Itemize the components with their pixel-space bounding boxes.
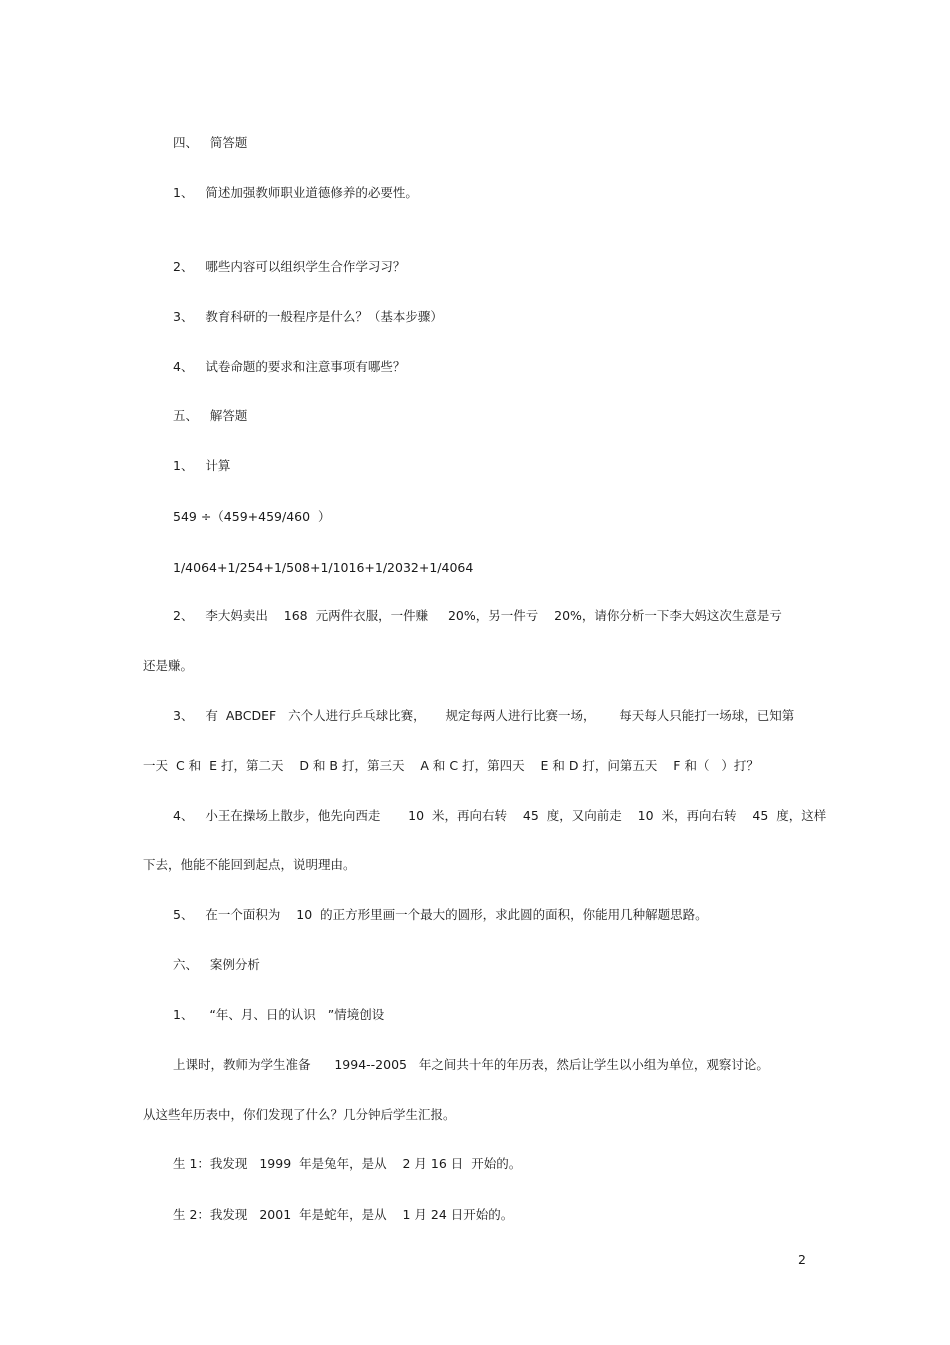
section-heading-short-answer: 四、 简答题 [173,135,248,150]
problem-3-line-2: 一天 C 和 E 打，第二天 D 和 B 打，第三天 A 和 C 打，第四天 E 和 D 打，问第五天 F 和（ ）打？ [143,758,759,773]
question-3: 3、 教育科研的一般程序是什么？（基本步骤） [173,309,443,324]
student-2-report: 生 2：我发现 2001 年是蛇年，是从 1 月 24 日开始的。 [173,1207,514,1222]
problem-2-line-1: 2、 李大妈卖出 168 元两件衣服，一件赚 20%，另一件亏 20%，请你分析一下李大妈这次生意是亏 [173,608,782,623]
problem-4-line-2: 下去，他能不能回到起点，说明理由。 [143,857,356,872]
section-heading-case-analysis: 六、 案例分析 [173,957,260,972]
problem-4-line-1: 4、 小王在操场上散步，他先向西走 10 米，再向右转 45 度，又向前走 10 米，再向右转 45 度，这样 [173,808,827,823]
section-heading-solve: 五、 解答题 [173,408,248,423]
case-1-title: 1、 “年、月、日的认识 ”情境创设 [173,1007,385,1022]
problem-5: 5、 在一个面积为 10 的正方形里画一个最大的圆形，求此圆的面积，你能用几种解题思路。 [173,907,708,922]
question-4: 4、 试卷命题的要求和注意事项有哪些？ [173,359,406,374]
student-1-report: 生 1：我发现 1999 年是兔年，是从 2 月 16 日 开始的。 [173,1156,522,1171]
page-number: 2 [798,1252,806,1267]
question-2: 2、 哪些内容可以组织学生合作学习习？ [173,259,406,274]
question-1: 1、 简述加强教师职业道德修养的必要性。 [173,185,418,200]
problem-3-line-1: 3、 有 ABCDEF 六个人进行乒乓球比赛， 规定每两人进行比赛一场， 每天每人只能打一场球，已知第 [173,708,795,723]
case-1-paragraph-line-2: 从这些年历表中，你们发现了什么？几分钟后学生汇报。 [143,1107,456,1122]
problem-1-title: 1、 计算 [173,458,231,473]
calc-expression-1: 549 ÷（459+459/460 ） [173,509,331,524]
calc-expression-2: 1/4064+1/254+1/508+1/1016+1/2032+1/4064 [173,560,474,575]
problem-2-line-2: 还是赚。 [143,658,194,673]
case-1-paragraph-line-1: 上课时，教师为学生准备 1994--2005 年之间共十年的年历表，然后让学生以小组为单位，观察讨论。 [173,1057,769,1072]
